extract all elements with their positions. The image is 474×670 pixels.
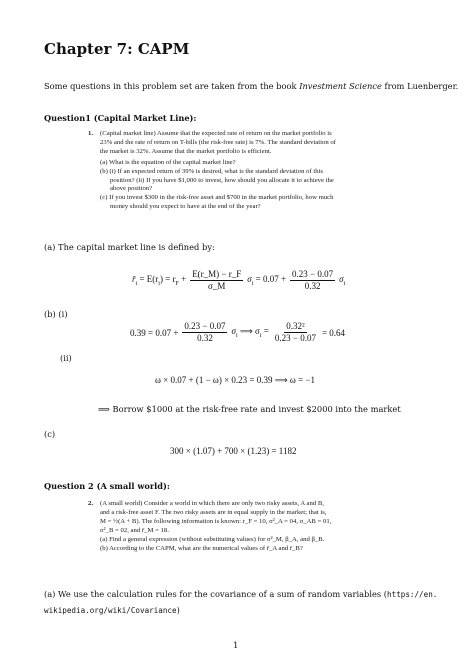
eq-symbol: σ	[231, 326, 236, 337]
q2-part-a-line1	[44, 589, 437, 599]
eq-subscript: i	[259, 332, 262, 339]
part-ii-label: (ii)	[60, 353, 72, 363]
chapter-title: Chapter 7: CAPM	[44, 40, 190, 58]
cml-fraction-2	[290, 269, 335, 292]
eq-text: ) = r	[159, 274, 176, 285]
denominator: 0.23 − 0.07	[274, 333, 316, 343]
numerator: 0.23 − 0.07	[184, 321, 226, 331]
eq-subscript: i	[343, 280, 346, 287]
eq-subscript: i	[158, 280, 160, 287]
numerator: E(r_M) − r_F	[192, 269, 242, 279]
page-number: 1	[233, 641, 239, 651]
numerator: 0.23 − 0.07	[292, 269, 334, 279]
question1-heading: Question1 (Capital Market Line):	[44, 113, 197, 123]
scan-line	[88, 130, 336, 139]
denominator: 0.32	[197, 333, 213, 343]
eq-symbol: r̄	[132, 274, 136, 285]
numerator: 0.32²	[286, 321, 305, 331]
intro-before: Some questions in this problem set are taken from the book	[44, 81, 300, 91]
scan-line: the market is 32%. Assume that the market portfolio is efficient.	[100, 147, 272, 155]
scan-line: σ²_B = 02, and r̄_M = 18.	[100, 526, 169, 534]
eq-text: =	[261, 326, 269, 337]
scan-line: above position?	[100, 185, 153, 193]
scan-text: (A small world) Consider a world in which there are only two risky assets, A and B,	[100, 500, 324, 507]
denominator: 0.32	[304, 281, 321, 291]
eq-subscript: i	[235, 332, 238, 339]
part-c-label: (c)	[44, 429, 56, 439]
intro-after: from Luenberger.	[381, 81, 459, 91]
covariance-link-part1[interactable]: https://en.	[387, 590, 438, 599]
borrow-statement: ⟹ Borrow $1000 at the risk-free rate and invest $2000 into the market	[98, 404, 401, 414]
eq-text: = 0.07 +	[253, 274, 287, 285]
scan-line: M = ½(A + B). The following information is known: r_F = 10, σ²_A = 04, σ_AB = 01,	[100, 517, 332, 525]
q2-part-a-line2	[44, 605, 180, 615]
question2-heading: Question 2 (A small world):	[44, 481, 170, 491]
scan-line: position? (ii) If you have $1,000 to invest, how should you allocate it to achieve the	[100, 176, 334, 184]
eq-subscript: F	[175, 280, 179, 287]
cml-fraction-1	[190, 269, 243, 292]
scan-line: money should you expect to have at the end of the year?	[100, 203, 261, 211]
bi-fraction-1	[182, 321, 227, 344]
scan-text: (Capital market line) Assume that the expected rate of return on the market portfolio is	[100, 130, 332, 137]
eq-symbol: σ	[247, 274, 252, 285]
eq-subscript: i	[135, 280, 138, 287]
scan-line: (a) Find a general expression (without substituting values) for σ²_M, β_A, and β_B.	[100, 535, 325, 543]
eq-text: 0.39 = 0.07 +	[130, 327, 179, 338]
cml-equation	[132, 269, 345, 292]
scan-line: (b) (i) If an expected return of 39% is desired, what is the standard deviation of this	[100, 167, 324, 175]
q2-a-text: (a) We use the calculation rules for the covariance of a sum of random variables (	[44, 589, 388, 599]
bi-middle	[231, 326, 268, 339]
eq-text: = E(r	[137, 274, 159, 285]
part-b-label: (b) (i)	[44, 309, 68, 319]
book-title: Investment Science	[299, 81, 382, 91]
covariance-link-part2[interactable]: wikipedia.org/wiki/Covariance	[44, 606, 177, 615]
cml-lhs	[132, 274, 186, 287]
scan-number: 2.	[88, 500, 94, 507]
question2-scan-excerpt	[88, 500, 331, 553]
cml-sigma	[247, 274, 286, 287]
q2-a-close: )	[176, 605, 180, 615]
scan-line: and a risk-free asset F. The two risky assets are in equal supply in the market; that is,	[100, 508, 327, 516]
scan-line: 23% and the rate of return on T-bills (the risk-free rate) is 7%. The standard deviation of	[100, 138, 336, 146]
scan-line: (b) According to the CAPM, what are the numerical values of r̄_A and r̄_B?	[100, 544, 303, 552]
bi-equation	[130, 321, 345, 344]
eq-subscript: i	[251, 280, 254, 287]
denominator: σ_M	[208, 281, 226, 291]
scan-line	[88, 500, 331, 509]
eq-text: = 0.64	[321, 327, 346, 338]
question1-scan-excerpt	[88, 130, 336, 212]
eq-text: ⟹ σ	[237, 326, 260, 337]
scan-line: (a) What is the equation of the capital market line?	[100, 158, 236, 166]
intro-text	[44, 81, 458, 91]
eq-symbol: σ	[339, 274, 344, 285]
eq-text: +	[178, 274, 187, 285]
scan-line: (c) If you invest $300 in the risk-free asset and $700 in the market portfolio, how much	[100, 194, 334, 202]
scan-number: 1.	[88, 130, 94, 137]
omega-equation: ω × 0.07 + (1 − ω) × 0.23 = 0.39 ⟹ ω = −1	[155, 375, 315, 385]
cml-tail	[339, 274, 345, 287]
part-a-label: (a) The capital market line is defined by:	[44, 242, 215, 252]
c-equation: 300 × (1.07) + 700 × (1.23) = 1182	[170, 446, 297, 456]
bi-fraction-2	[273, 321, 318, 344]
